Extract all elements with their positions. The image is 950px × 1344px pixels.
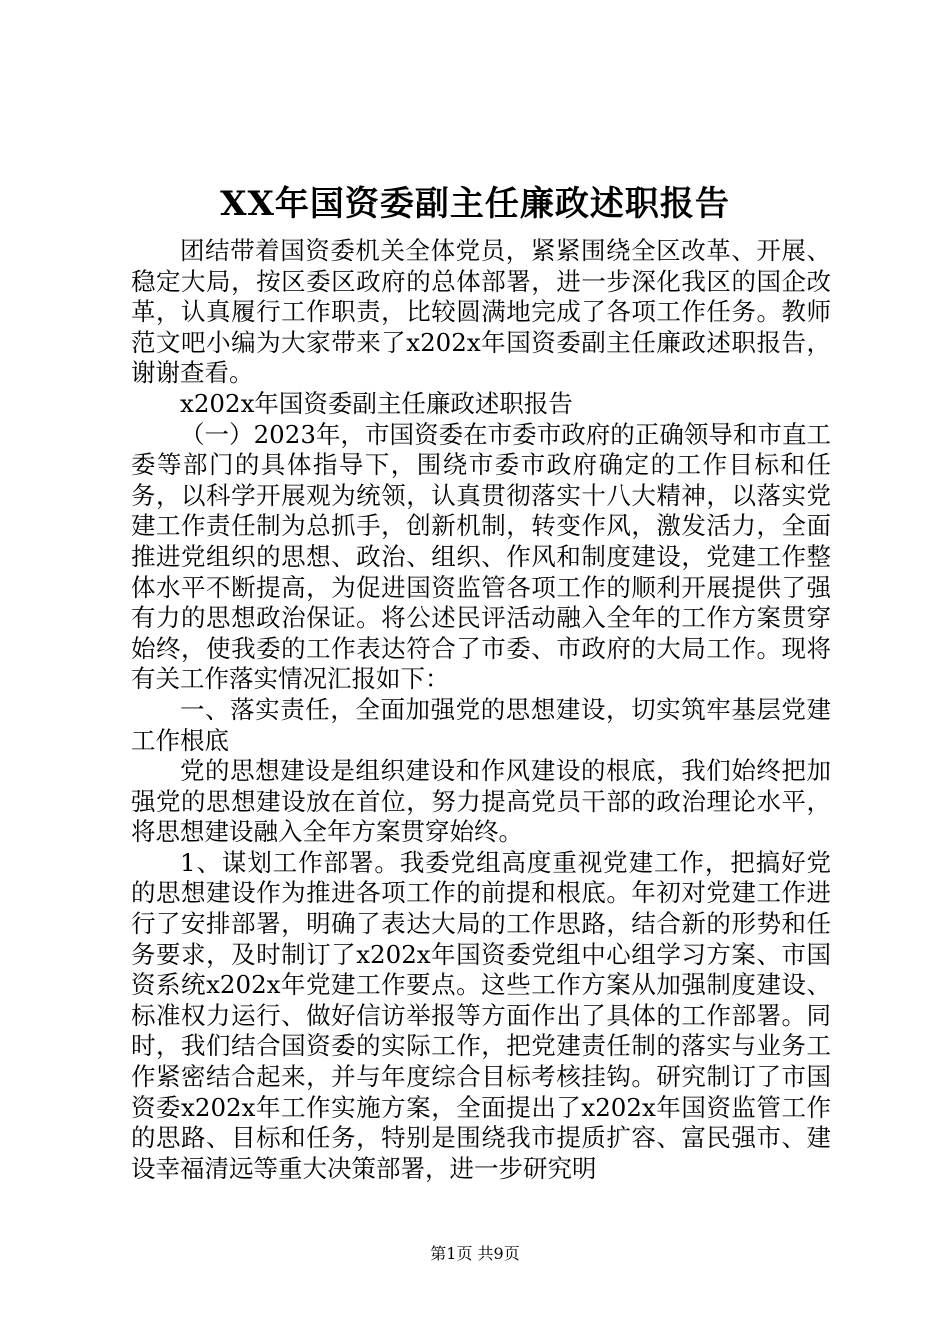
section-heading-1: 一、落实责任，全面加强党的思想建设，切实筑牢基层党建工作根底 bbox=[131, 694, 831, 755]
page-number-footer: 第1页 共9页 bbox=[430, 1244, 520, 1263]
document-title: XX年国资委副主任廉政述职报告 bbox=[220, 184, 730, 224]
body-paragraph: 党的思想建设是组织建设和作风建设的根底，我们始终把加强党的思想建设放在首位，努力提高党员干部的政治理论水平，将思想建设融入全年方案贯穿始终。 bbox=[131, 756, 831, 847]
subtitle-paragraph: x202x年国资委副主任廉政述职报告 bbox=[180, 388, 573, 418]
body-paragraph: 1、谋划工作部署。我委党组高度重视党建工作，把搞好党的思想建设作为推进各项工作的前提和根底。年初对党建工作进行了安排部署，明确了表达大局的工作思路，结合新的形势和任务要求，及时制订了x202x年国资委党组中心组学习方案、市国资系统x202x年党建工作要点。这些工作方案从加强制度建设、标准权力运行、做好信访举报等方面作出了具体的工作部署。同时，我们结合国资委的实际工作，把党建责任制的落实与业务工作紧密结合起来，并与年度综合目标考核挂钩。研究制订了市国资委x202x年工作实施方案，全面提出了x202x年国资监管工作的思路、目标和任务，特别是围绕我市提质扩容、富民强市、建设幸福清远等重大决策部署，进一步研究明 bbox=[131, 847, 831, 1183]
intro-paragraph: 团结带着国资委机关全体党员，紧紧围绕全区改革、开展、稳定大局，按区委区政府的总体部署，进一步深化我区的国企改革，认真履行工作职责，比较圆满地完成了各项工作任务。教师范文吧小编为大家带来了x202x年国资委副主任廉政述职报告，谢谢查看。 bbox=[131, 236, 831, 388]
document-body bbox=[131, 236, 831, 1184]
section-intro-paragraph: （一）2023年，市国资委在市委市政府的正确领导和市直工委等部门的具体指导下，围绕市委市政府确定的工作目标和任务，以科学开展观为统领，认真贯彻落实十八大精神，以落实党建工作责任制为总抓手，创新机制，转变作风，激发活力，全面推进党组织的思想、政治、组织、作风和制度建设，党建工作整体水平不断提高，为促进国资监管各项工作的顺利开展提供了强有力的思想政治保证。将公述民评活动融入全年的工作方案贯穿始终，使我委的工作表达符合了市委、市政府的大局工作。现将有关工作落实情况汇报如下： bbox=[131, 419, 831, 694]
